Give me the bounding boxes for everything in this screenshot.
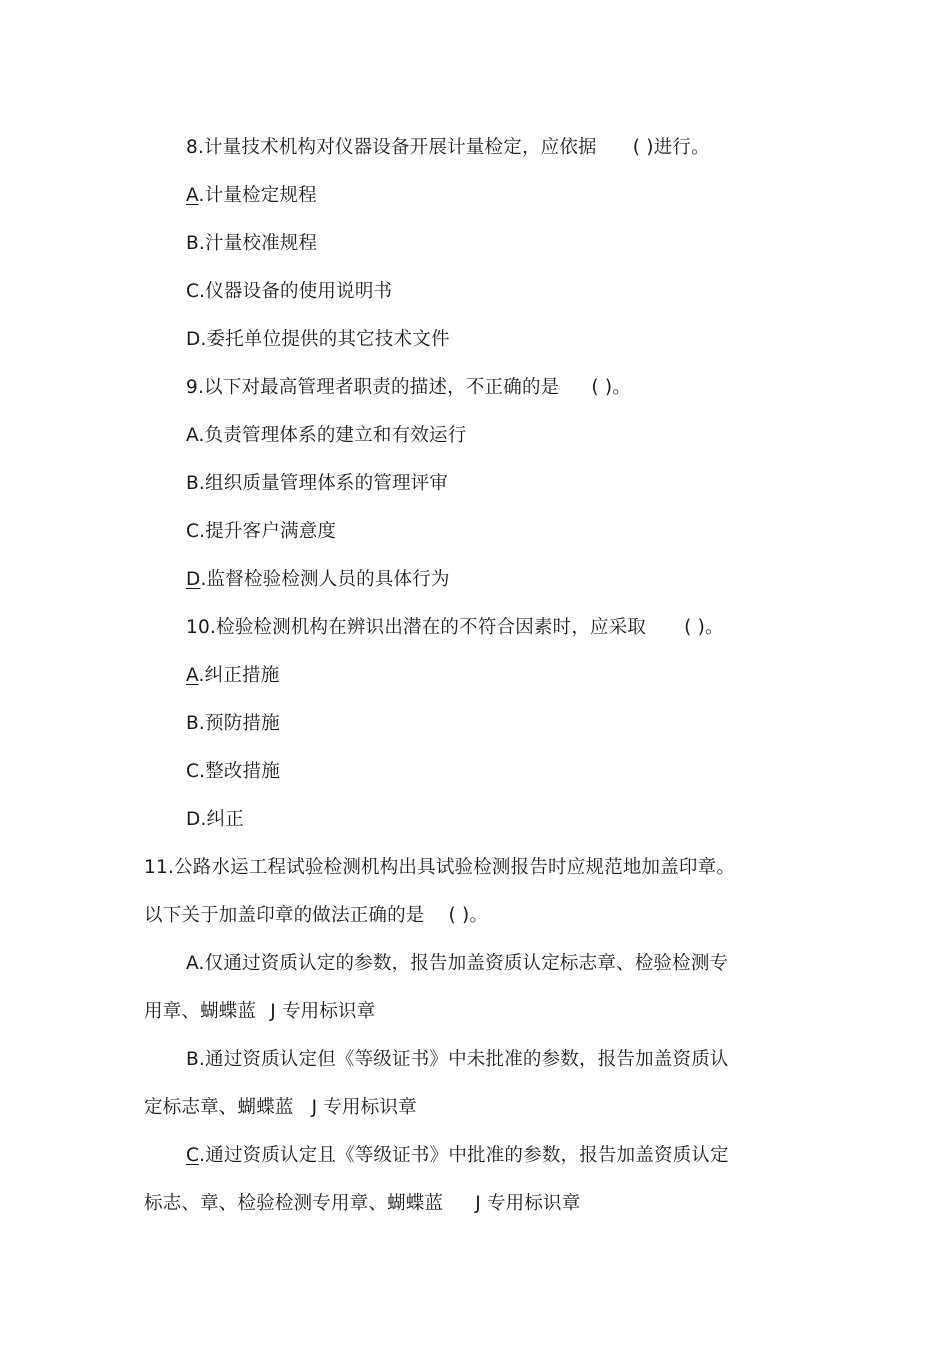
question-11-option-b-line1: B.通过资质认定但《等级证书》中未批准的参数，报告加盖资质认 xyxy=(186,1049,729,1070)
question-10-option-b: B.预防措施 xyxy=(186,713,280,734)
question-9-option-d: D.监督检验检测人员的具体行为 xyxy=(186,569,450,590)
question-8-stem: 8.计量技术机构对仪器设备开展计量检定，应依据 ( )进行。 xyxy=(186,137,710,158)
question-8-option-d: D.委托单位提供的其它技术文件 xyxy=(186,329,450,350)
question-11-option-c-line1: C.通过资质认定且《等级证书》中批准的参数，报告加盖资质认定 xyxy=(186,1145,729,1166)
question-11-option-c-line2: 标志、章、检验检测专用章、蝴蝶蓝 J 专用标识章 xyxy=(144,1193,581,1214)
question-8-option-c: C.仪器设备的使用说明书 xyxy=(186,281,393,302)
question-11-option-b-line2: 定标志章、蝴蝶蓝 J 专用标识章 xyxy=(144,1097,417,1118)
question-8-option-b: B.汁量校准规程 xyxy=(186,233,318,254)
question-9-option-b: B.组织质量管理体系的管理评审 xyxy=(186,473,449,494)
question-10-option-a: A.纠正措施 xyxy=(186,665,280,686)
question-11-option-a-line2: 用章、蝴蝶蓝 J 专用标识章 xyxy=(144,1001,376,1022)
question-11-option-a-line1: A.仅通过资质认定的参数，报告加盖资质认定标志章、检验检测专 xyxy=(186,953,729,974)
question-10-option-d: D.纠正 xyxy=(186,809,244,830)
question-10-stem: 10.检验检测机构在辨识出潜在的不符合因素时，应采取 ( )。 xyxy=(186,617,724,638)
question-9-option-a: A.负责管理体系的建立和有效运行 xyxy=(186,425,467,446)
question-10-option-c: C.整改措施 xyxy=(186,761,281,782)
question-11-stem-line1: 11.公路水运工程试验检测机构出具试验检测报告时应规范地加盖印章。 xyxy=(144,857,736,878)
question-9-stem: 9.以下对最高管理者职责的描述，不正确的是 ( )。 xyxy=(186,377,631,398)
question-9-option-c: C.提升客户满意度 xyxy=(186,521,337,542)
question-8-option-a: A.计量检定规程 xyxy=(186,185,317,206)
question-11-stem-line2: 以下关于加盖印章的做法正确的是 ( )。 xyxy=(144,905,489,926)
